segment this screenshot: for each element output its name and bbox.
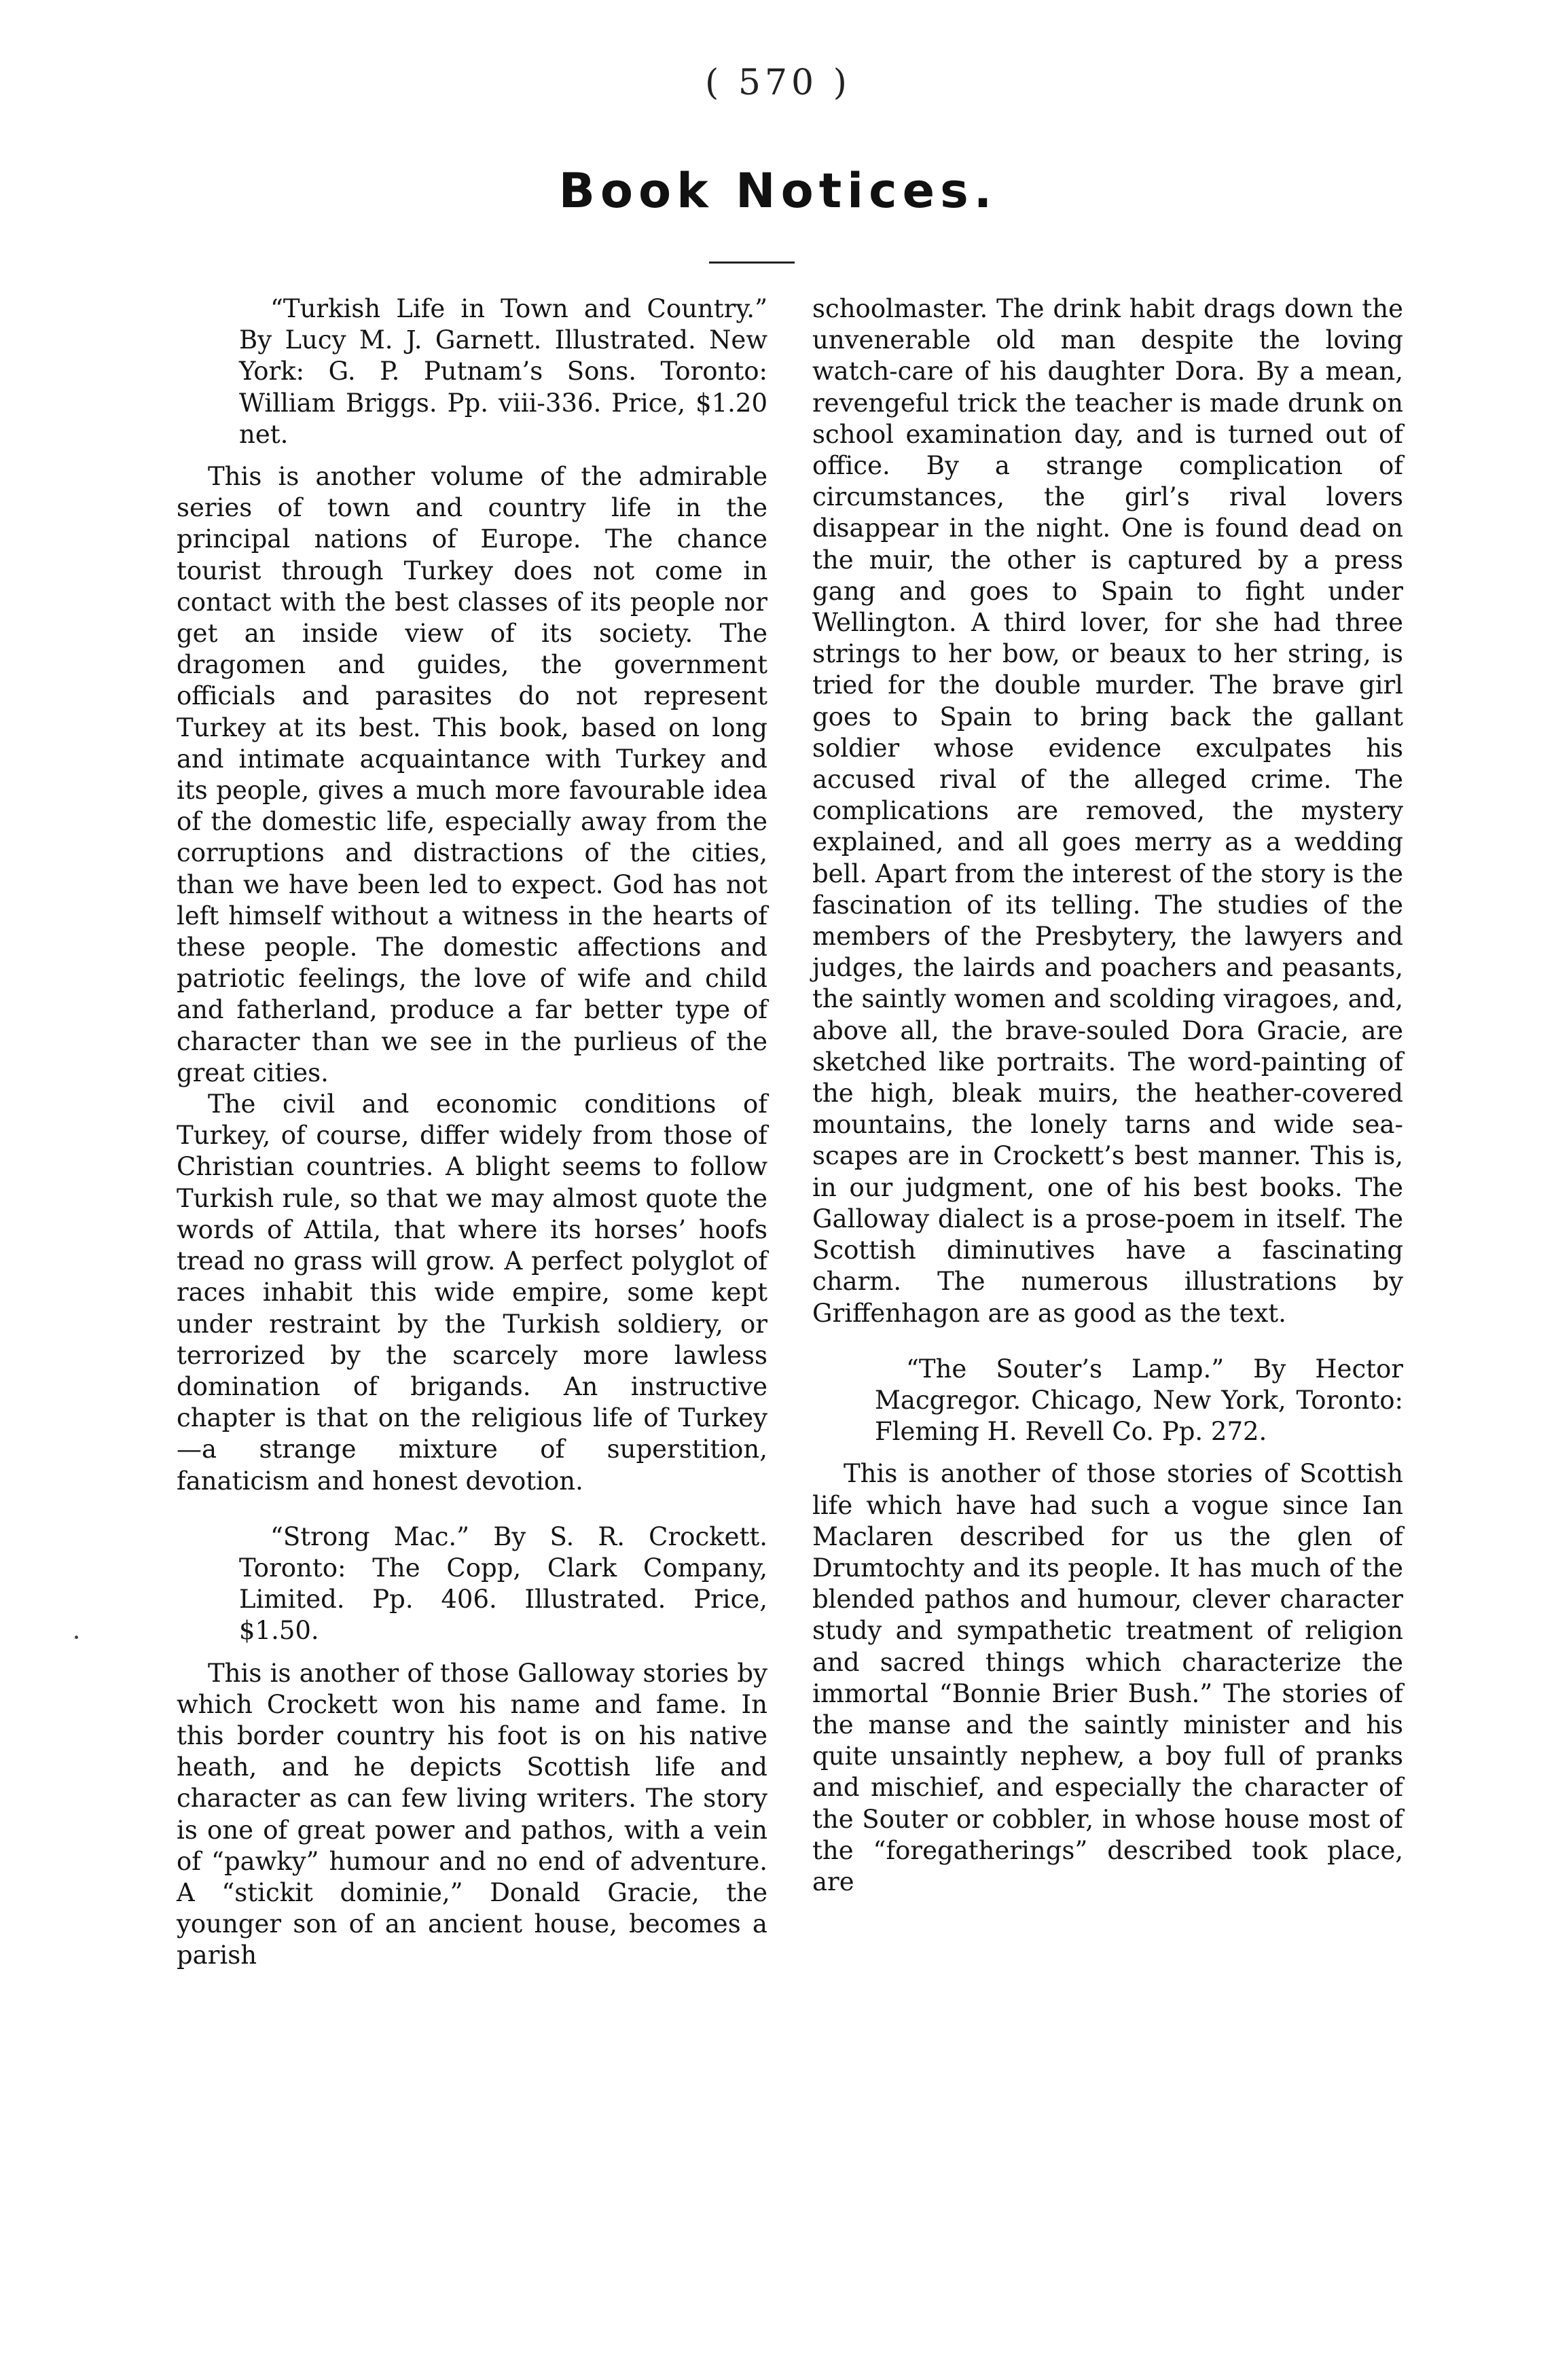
- spacer: [177, 1647, 767, 1658]
- review-paragraph: The civil and economic conditions of Turkey, of course, differ widely from those of Christian countries. A blight seems to follow Turkish rule, so that we may almost quote the words of Attila, that where its horses’ hoofs tread no grass will grow. A perfect polyglot of races inhabit this wide empire, some kept under restraint by the Turkish soldiery, or terrorized by the scarcely more lawless domination of brigands. An instructive chapter is that on the religious life of Turkey —a strange mixture of superstition, fanaticism and honest devotion.: [177, 1089, 767, 1496]
- spacer: [812, 1447, 1403, 1458]
- review-paragraph: This is another volume of the admirable series of town and country life in the principal nations of Europe. The chance tourist through Turkey does not come in contact with the best classes of its people nor get an inside view of its society. The dragomen and guides, the government officials and parasites do not represent Turkey at its best. This book, based on long and intimate acquaintance with Turkey and its people, gives a much more favourable idea of the domestic life, especially away from the corruptions and distractions of the cities, than we have been led to expect. God has not left himself without a witness in the hearts of these people. The domestic affections and patriotic feelings, the love of wife and child and fatherland, produce a far better type of character than we see in the purlieus of the great cities.: [177, 462, 767, 1087]
- spacer: [177, 450, 767, 461]
- review-heading-strong-mac: “Strong Mac.” By S. R. Crockett. Toronto: The Copp, Clark Company, Limited. Pp. 406. Illustrated. Price, $1.50.: [239, 1521, 767, 1646]
- right-column: [812, 293, 1403, 1898]
- page-number: ( 570 ): [705, 62, 851, 103]
- margin-dot: [75, 1636, 78, 1639]
- review-heading-turkish-life: “Turkish Life in Town and Country.” By Lucy M. J. Garnett. Illustrated. New York: G. P. Putnam’s Sons. Toronto: William Briggs. Pp. viii-336. Price, $1.20 net.: [239, 294, 767, 449]
- review-paragraph-continued: schoolmaster. The drink habit drags down the unvenerable old man despite the loving watch-care of his daughter Dora. By a mean, revengeful trick the teacher is made drunk on school examination day, and is turned out of office. By a strange complication of circumstances, the girl’s rival lovers disappear in the night. One is found dead on the muir, the other is captured by a press gang and goes to Spain to fight under Wellington. A third lover, for she had three strings to her bow, or beaux to her string, is tried for the double murder. The brave girl goes to Spain to bring back the gallant soldier whose evidence exculpates his accused rival of the alleged crime. The complications are removed, the mystery explained, and all goes merry as a wedding bell. Apart from the interest of the story is the fascination of its telling. The studies of the members of the Presbytery, the lawyers and judges, the lairds and poachers and peasants, the saintly women and scolding viragoes, and, above all, the brave-souled Dora Gracie, are sketched like portraits. The word-painting of the high, bleak muirs, the heather-covered mountains, the lonely tarns and wide sea-scapes are in Crockett’s best manner. This is, in our judgment, one of his best books. The Galloway dialect is a prose-poem in itself. The Scottish diminutives have a fascinating charm. The numerous illustrations by Griffenhagon are as good as the text.: [812, 294, 1403, 1328]
- spacer: [812, 1329, 1403, 1354]
- review-paragraph: This is another of those Galloway stories by which Crockett won his name and fame. In this border country his foot is on his native heath, and he depicts Scottish life and character as can few living writers. The story is one of great power and pathos, with a vein of “pawky” humour and no end of adventure. A “stickit dominie,” Donald Gracie, the younger son of an ancient house, becomes a parish: [177, 1658, 767, 1970]
- review-heading-souters-lamp: “The Souter’s Lamp.” By Hector Macgregor. Chicago, New York, Toronto: Fleming H. Revell Co. Pp. 272.: [875, 1354, 1403, 1447]
- review-paragraph: This is another of those stories of Scottish life which have had such a vogue since Ian Maclaren described for us the glen of Drumtochty and its people. It has much of the blended pathos and humour, clever character study and sympathetic treatment of religion and sacred things which characterize the immortal “Bonnie Brier Bush.” The stories of the manse and the saintly minister and his quite unsaintly nephew, a boy full of pranks and mischief, and especially the character of the Souter or cobbler, in whose house most of the “foregatherings” described took place, are: [812, 1459, 1403, 1896]
- left-column: [177, 293, 767, 1972]
- spacer: [177, 1497, 767, 1521]
- title-rule: [709, 262, 795, 264]
- page-title: Book Notices.: [558, 163, 998, 219]
